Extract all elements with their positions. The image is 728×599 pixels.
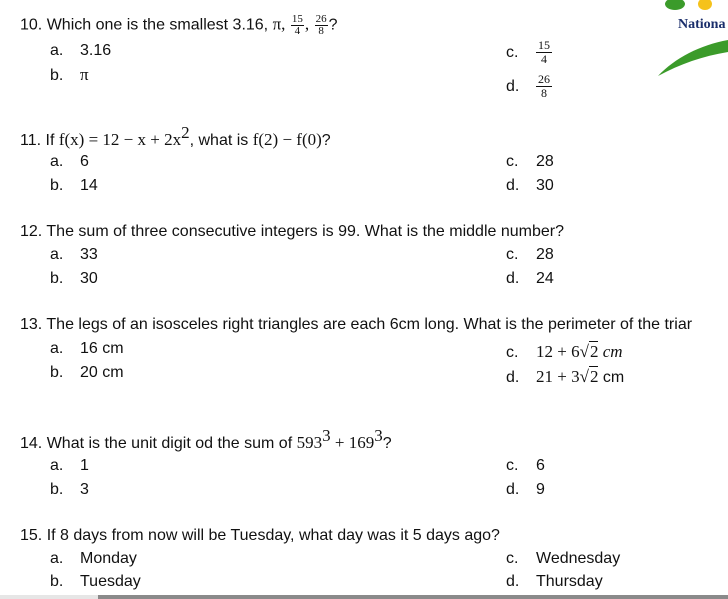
fraction-numerator: 15 [291,13,303,25]
pi-symbol: π [272,14,282,34]
option-d [506,481,545,499]
option-text: 9 [536,481,545,498]
math-expression: 21 + 3 [536,367,580,386]
option-text: 28 [536,153,554,170]
exponent: 2 [181,123,190,142]
option-c [506,550,620,568]
option-letter: b. [50,573,64,590]
option-letter: c. [506,457,519,474]
option-fraction [536,39,552,66]
option-text: 3.16 [80,42,112,59]
question-11-text [20,123,331,150]
fraction-denominator: 8 [541,86,547,100]
question-14-label: 14. What is the unit digit od the sum of [20,435,293,452]
option-d [506,573,603,591]
plus-sign: + [330,433,349,452]
option-a [50,550,137,568]
option-text: 1 [80,457,89,474]
unit: cm [598,369,625,386]
option-letter: a. [50,340,64,357]
scrollbar-thumb[interactable] [98,595,728,599]
option-letter: a. [50,457,64,474]
option-a [50,340,124,358]
option-text: 30 [536,177,554,194]
option-text: 30 [80,270,98,287]
option-letter: b. [50,177,64,194]
option-text: 14 [80,177,98,194]
option-a [50,153,89,171]
option-a [50,457,89,475]
option-text: Tuesday [80,573,141,590]
comma: , [304,14,310,34]
option-text: 28 [536,246,554,263]
option-c [506,457,545,475]
option-b [50,573,141,591]
option-c [506,342,623,362]
base-number: 593 [296,433,323,452]
fraction-denominator: 8 [318,25,324,37]
question-11-label: 11. If [20,132,55,149]
option-text: 16 cm [80,340,124,357]
option-fraction [536,73,552,100]
option-d [506,367,624,387]
option-letter: a. [50,246,64,263]
option-letter: c. [506,550,519,567]
option-text: π [80,65,89,84]
option-text: 12 + 6√2 cm [536,342,623,361]
fraction-15-4 [291,14,304,37]
option-b [50,270,98,288]
option-c [506,39,552,66]
horizontal-scrollbar[interactable] [0,595,728,599]
question-10-text [20,14,337,37]
option-letter: c. [506,344,519,361]
option-c [506,153,554,171]
option-text: Wednesday [536,550,621,567]
option-text: 33 [80,246,98,263]
question-mark: ? [321,132,331,149]
fraction-26-8 [315,14,328,37]
option-text: Monday [80,550,137,567]
question-13-text: 13. The legs of an isosceles right triangles are each 6cm long. What is the perimeter of the triar [20,316,693,333]
option-text: Thursday [536,573,603,590]
option-text: 6 [536,457,545,474]
option-b [50,481,89,499]
option-letter: d. [506,270,520,287]
question-text-middle: , what is [189,132,249,149]
option-text: 20 cm [80,364,124,381]
unit: cm [598,342,623,361]
fraction-numerator: 26 [315,13,327,25]
option-letter: c. [506,43,519,61]
option-letter: b. [50,364,64,381]
base-number: 169 [348,433,375,452]
math-expression: f(2) − f(0) [252,130,322,149]
option-d [506,270,554,288]
fraction-numerator: 15 [538,38,550,52]
option-letter: d. [506,573,520,590]
fraction-denominator: 4 [541,52,547,66]
comma: , [281,14,286,34]
question-10-label: 10. Which one is the smallest 3.16, [20,16,269,34]
math-expression: f(x) = 12 − x + 2x [58,130,182,149]
option-c [506,246,554,264]
question-12-text: 12. The sum of three consecutive integers is 99. What is the middle number? [20,223,564,240]
option-letter: a. [50,153,64,170]
option-letter: b. [50,67,64,84]
math-expression: 12 + 6 [536,342,580,361]
option-text: 6 [80,153,89,170]
logo-text: Nationa [678,17,726,32]
fraction-denominator: 4 [294,25,301,37]
sqrt-radicand: 2 [589,342,599,361]
option-b [50,364,124,382]
option-letter: b. [50,481,64,498]
option-b [50,177,98,195]
option-d [506,73,552,100]
question-14-text [20,426,392,453]
option-letter: d. [506,77,520,95]
fraction-numerator: 26 [538,72,550,86]
option-d [506,177,554,195]
option-a [50,246,98,264]
option-letter: d. [506,369,520,386]
question-mark: ? [328,16,338,34]
sqrt-radicand: 2 [589,367,599,386]
option-letter: d. [506,481,520,498]
option-letter: a. [50,550,64,567]
question-mark: ? [382,435,392,452]
option-letter: c. [506,246,519,263]
option-letter: b. [50,270,64,287]
option-letter: d. [506,177,520,194]
option-text: 3 [80,481,89,498]
option-text: 21 + 3√2 cm [536,367,625,386]
option-letter: a. [50,42,64,59]
option-letter: c. [506,153,519,170]
option-a [50,42,111,60]
logo-swoosh [655,0,728,80]
question-15-text: 15. If 8 days from now will be Tuesday, what day was it 5 days ago? [20,527,500,544]
option-text: 24 [536,270,554,287]
exponent: 3 [322,426,331,445]
exponent: 3 [374,426,383,445]
option-b [50,65,89,85]
